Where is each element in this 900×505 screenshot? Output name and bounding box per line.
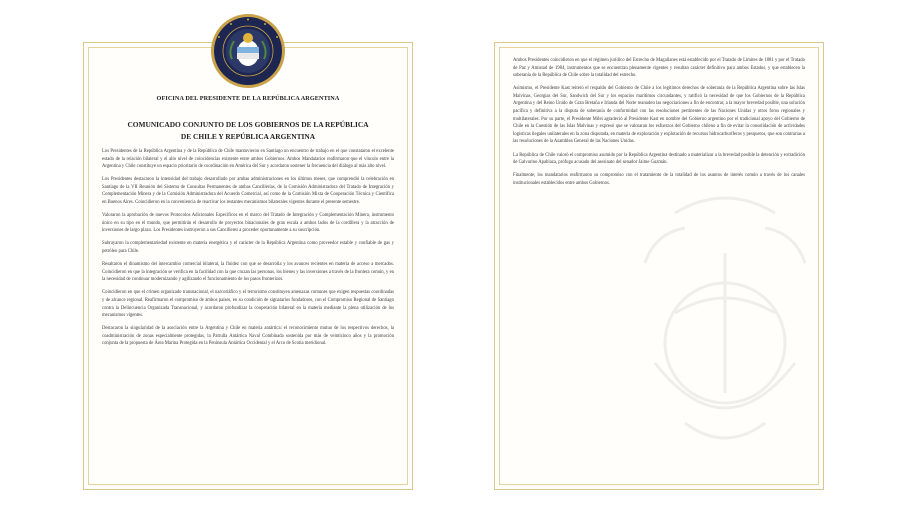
page-1-body xyxy=(102,148,394,354)
document-title xyxy=(108,119,388,143)
paragraph: Valoraron la aprobación de nuevos Protocolos Adicionales Específicos en el marco del Tratado de Integración y Complementación Minera, instrumento único en su tipo en el mundo, que permitirán el desarrollo de proyectos binacionales de gran escala a ambos lados de la cordillera y la atracción de inversiones de largo plazo. Los Presidentes instruyeron a sus Cancilleres a proceder oportunamente a su suscripción. xyxy=(102,213,394,234)
paragraph: Finalmente, los mandatarios reafirmaron su compromiso con el tratamiento de la totalidad de los asuntos de interés común a través de los canales institucionales establecidos entre ambos Gobiernos. xyxy=(513,173,805,186)
paragraph: Los Presidentes de la República Argentina y de la República de Chile mantuvieron en Santiago un encuentro de trabajo en el que constataron el excelente estado de la relación bilateral y el alto nivel de coincidencias existente entre ambos Gobiernos. Ambos Mandatarios reafirmaron que el vínculo entre la Argentina y Chile constituye un espacio prioritario de coordinación en América del Sur y acordaron sostener la frecuencia del diálogo al más alto nivel. xyxy=(102,149,394,170)
office-heading: OFICINA DEL PRESIDENTE DE LA REPÚBLICA ARGENTINA xyxy=(156,95,340,102)
title-line-2: DE CHILE Y REPÚBLICA ARGENTINA xyxy=(180,132,316,141)
title-line-1: COMUNICADO CONJUNTO DE LOS GOBIERNOS DE LA REPÚBLICA xyxy=(127,120,369,129)
paragraph: Coincidieron en que el crimen organizado transnacional, el narcotráfico y el terrorismo constituyen amenazas comunes que exigen respuestas coordinadas y de alcance regional. Reafirmaron el compromiso de ambos países, en su condición de signatarios fundadores, con el Compromiso Regional de Santiago contra la Delincuencia Organizada Transnacional, y acordaron profundizar la cooperación bilateral en la materia mediante la plena utilización de los mecanismos vigentes. xyxy=(102,290,394,319)
paragraph: Subrayaron la complementariedad existente en materia energética y el carácter de la República Argentina como proveedor estable y confiable de gas y petróleo para Chile. xyxy=(102,241,394,255)
paragraph: Los Presidentes destacaron la intensidad del trabajo desarrollado por ambas administraciones en los últimos meses, que comprendió la celebración en Santiago de la VII Reunión del Sistema de Consultas Permanentes de ambas Cancillerías, de la Comisión Administradora del Tratado de Integración y Complementación Minera y de la Comisión Administradora del Acuerdo Comercial, así como de la Comisión Mixta de Cooperación Técnica y Científica en Buenos Aires. Coincidieron en la conveniencia de reactivar los restantes mecanismos bilaterales vigentes durante el presente semestre. xyxy=(102,177,394,206)
paragraph: La República de Chile valoró el compromiso asumido por la República Argentina destinado a materializar a la brevedad posible la detención y extradición de Galvarino Apablaza, prófugo acusado del asesinato del senador Jaime Guzmán. xyxy=(513,152,805,166)
paragraph: Asimismo, el Presidente Kast reiteró el respaldo del Gobierno de Chile a los legítimos derechos de soberanía de la República Argentina sobre las Islas Malvinas, Georgias del Sur, Sandwich del Sur y los espacios marítimos circundantes, y ratificó la necesidad de que los Gobiernos de la República Argentina y del Reino Unido de Gran Bretaña e Irlanda del Norte reanuden las negociaciones a fin de encontrar, a la mayor brevedad posible, una solución pacífica y definitiva a la disputa de soberanía de conformidad con las resoluciones pertinentes de las Naciones Unidas y otros foros regionales y multilaterales. Por su parte, el Presidente Milei agradeció al Presidente Kast en nombre del Gobierno argentino por el tradicional apoyo del Gobierno de Chile en la Cuestión de las Islas Malvinas y expresó que se valoraran los esfuerzos del Gobierno chileno a fin de evitar la consolidación de actividades logísticas ilegales unilaterales en la zona disputada, en materia de exploración y explotación de recursos hidrocarburíferos y pesqueros, que son contrarias a las resoluciones de la Asamblea General de las Naciones Unidas. xyxy=(513,86,805,145)
paragraph: Destacaron la singularidad de la asociación entre la Argentina y Chile en materia antártica: el reconocimiento mutuo de los respectivos derechos, la coadministración de zonas especialmente protegidas, la Patrulla Antártica Naval Combinada sostenida por más de veinticinco años y la promoción conjunta de la propuesta de Área Marina Protegida en la Península Antártica Occidental y el Arco de Scotia meridional. xyxy=(102,326,394,347)
document-page-2 xyxy=(494,42,824,490)
document-page-1 xyxy=(83,42,413,490)
page-2-body xyxy=(513,57,805,193)
watermark-seal-icon xyxy=(615,193,835,473)
paragraph: Resaltaron el dinamismo del intercambio comercial bilateral, la fluidez con que se desarrolla y los avances recientes en materia de acceso a mercados. Coincidieron en que la integración se verifica en la facilidad con la que cruzan las personas, los bienes y las inversiones a través de la frontera común, y en la necesidad de continuar modernizando y agilizando el funcionamiento de los pasos fronterizos. xyxy=(102,262,394,283)
presidential-seal-icon xyxy=(210,13,286,89)
paragraph: Ambos Presidentes coincidieron en que el régimen jurídico del Estrecho de Magallanes está establecido por el Tratado de Límites de 1881 y por el Tratado de Paz y Amistad de 1984, instrumentos que se encuentran plenamente vigentes y resultan carácter definitivo para ambos Estados, y que establecen la soberanía de la República de Chile sobre la totalidad del estrecho. xyxy=(513,58,805,79)
